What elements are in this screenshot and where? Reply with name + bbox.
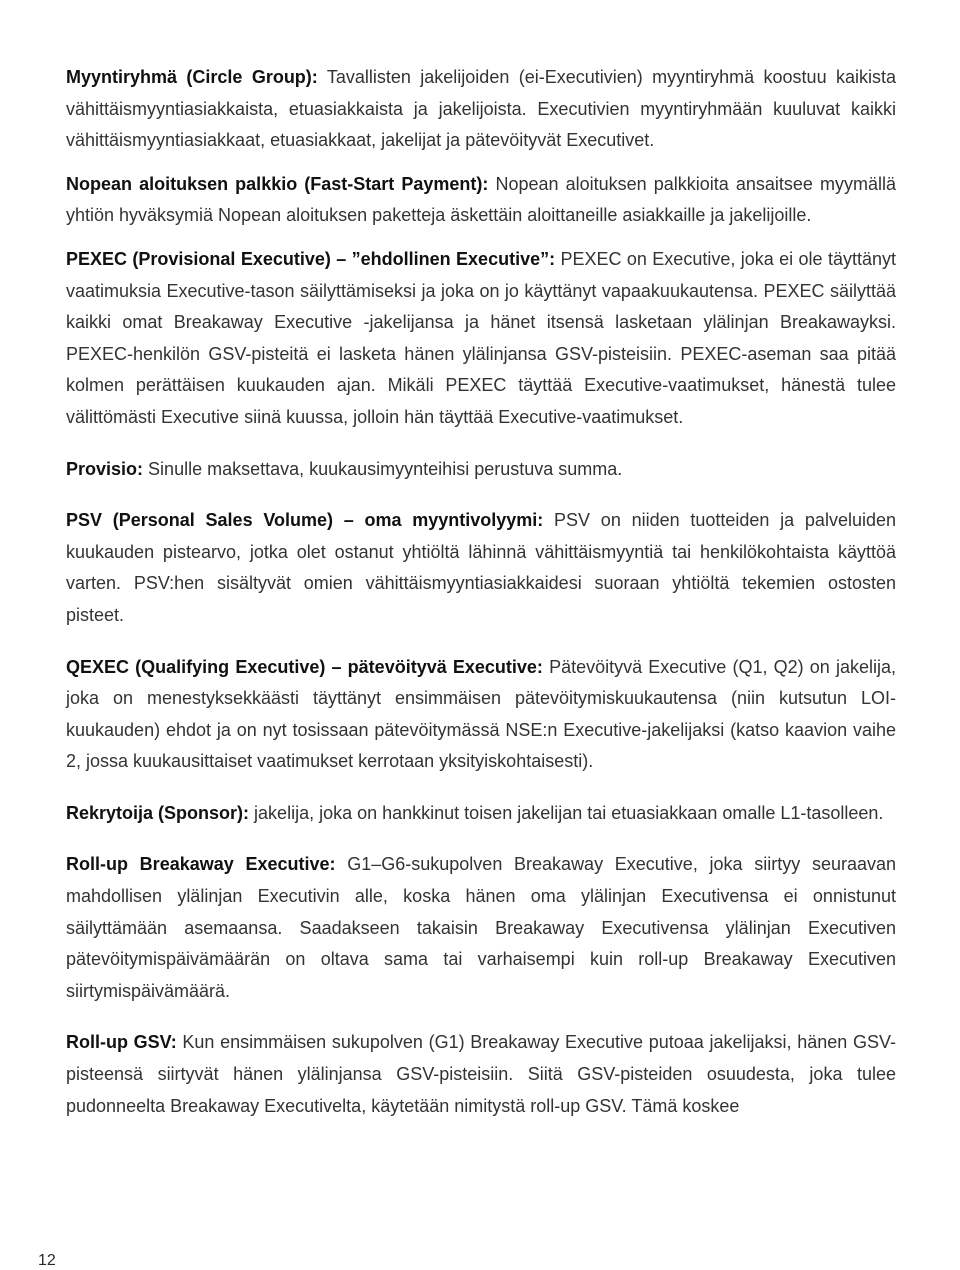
entry-provisio [66,454,896,486]
entry-roll-up-breakaway-executive [66,849,896,1007]
entry-roll-up-gsv [66,1027,896,1122]
entry-circle-group [66,62,896,157]
term-sponsor: Rekrytoija (Sponsor): [66,802,250,823]
page-number: 12 [38,1252,56,1269]
entry-pexec [66,244,896,434]
definition-roll-up-gsv: Kun ensimmäisen sukupolven (G1) Breakaway Executive putoaa jakelijaksi, hänen GSV-pisteensä siirtyvät hänen ylälinjansa GSV-pisteisiin. Siitä GSV-pisteiden osuudesta, joka tulee pudonneelta Breakaway Executivelta, käytetään nimitystä roll-up GSV. Tämä koskee [66,1032,896,1116]
term-fast-start-payment: Nopean aloituksen palkkio (Fast-Start Payment): [66,173,489,194]
definition-circle-group: Tavallisten jakelijoiden (ei-Executivien) myyntiryhmä koostuu kaikista vähittäismyyntiasiakkaista, etuasiakkaista ja jakelijoista. Executivien myyntiryhmään kuuluvat kaikki vähittäismyyntiasiakkaat, etuasiakkaat, jakelijat ja pätevöityvät Executivet. [66,67,896,151]
term-roll-up-gsv: Roll-up GSV: [66,1032,177,1053]
definition-sponsor: jakelija, joka on hankkinut toisen jakelijan tai etuasiakkaan omalle L1-tasolleen. [254,802,884,823]
glossary-text [66,62,896,1142]
entry-fast-start-payment [66,169,896,232]
entry-psv [66,505,896,631]
entry-sponsor [66,798,896,830]
term-roll-up-breakaway-executive: Roll-up Breakaway Executive: [66,854,336,875]
term-circle-group: Myyntiryhmä (Circle Group): [66,67,318,87]
entry-qexec [66,652,896,778]
term-qexec: QEXEC (Qualifying Executive) – pätevöityvä Executive: [66,656,543,677]
definition-fast-start-payment: Nopean aloituksen palkkioita ansaitsee myymällä yhtiön hyväksymiä Nopean aloituksen paketteja äskettäin aloittaneille asiakkaille ja jakelijoille. [66,173,896,226]
definition-psv: PSV on niiden tuotteiden ja palveluiden kuukauden pistearvo, jotka olet ostanut yhtiöltä lähinnä vähittäismyyntiä tai henkilökohtaista käyttöä varten. PSV:hen sisältyvät omien vähittäismyyntiasiakkaidesi suoraan yhtiöltä tekemien ostosten pisteet. [66,510,896,625]
term-provisio: Provisio: [66,458,144,479]
term-pexec: PEXEC (Provisional Executive) – ”ehdollinen Executive”: [66,248,556,269]
definition-provisio: Sinulle maksettava, kuukausimyynteihisi perustuva summa. [148,458,623,479]
definition-roll-up-breakaway-executive: G1–G6-sukupolven Breakaway Executive, joka siirtyy seuraavan mahdollisen ylälinjan Executivin alle, koska hänen oma ylälinjan Executivensa ei onnistunut säilyttämään asemaansa. Saadakseen takaisin Breakaway Executivensa ylälinjan Executiven pätevöitymispäivämäärän on oltava sama tai varhaisempi kuin roll-up Breakaway Executiven siirtymispäivämäärä. [66,854,896,1001]
definition-pexec: PEXEC on Executive, joka ei ole täyttänyt vaatimuksia Executive-tason säilyttämiseksi ja joka on jo käyttänyt vapaakuukautensa. PEXEC säilyttää kaikki omat Breakaway Executive -jakelijansa ja hänet itsensä lasketaan ylälinjan Breakawayksi. PEXEC-henkilön GSV-pisteitä ei lasketa hänen ylälinjansa GSV-pisteisiin. PEXEC-aseman saa pitää kolmen perättäisen kuukauden ajan. Mikäli PEXEC täyttää Executive-vaatimukset, hänestä tulee välittömästi Executive siinä kuussa, jolloin hän täyttää Executive-vaatimukset. [66,248,896,427]
definition-qexec: Pätevöityvä Executive (Q1, Q2) on jakelija, joka on menestyksekkäästi täyttänyt ensimmäisen pätevöitymiskuukautensa (niin kutsutun LOI-kuukauden) ehdot ja on nyt tosissaan pätevöitymässä NSE:n Executive-jakelijaksi (katso kaavion vaihe 2, jossa kuukausittaiset vaatimukset kerrotaan yksityiskohtaisesti). [66,656,896,772]
term-psv: PSV (Personal Sales Volume) – oma myyntivolyymi: [66,510,544,531]
